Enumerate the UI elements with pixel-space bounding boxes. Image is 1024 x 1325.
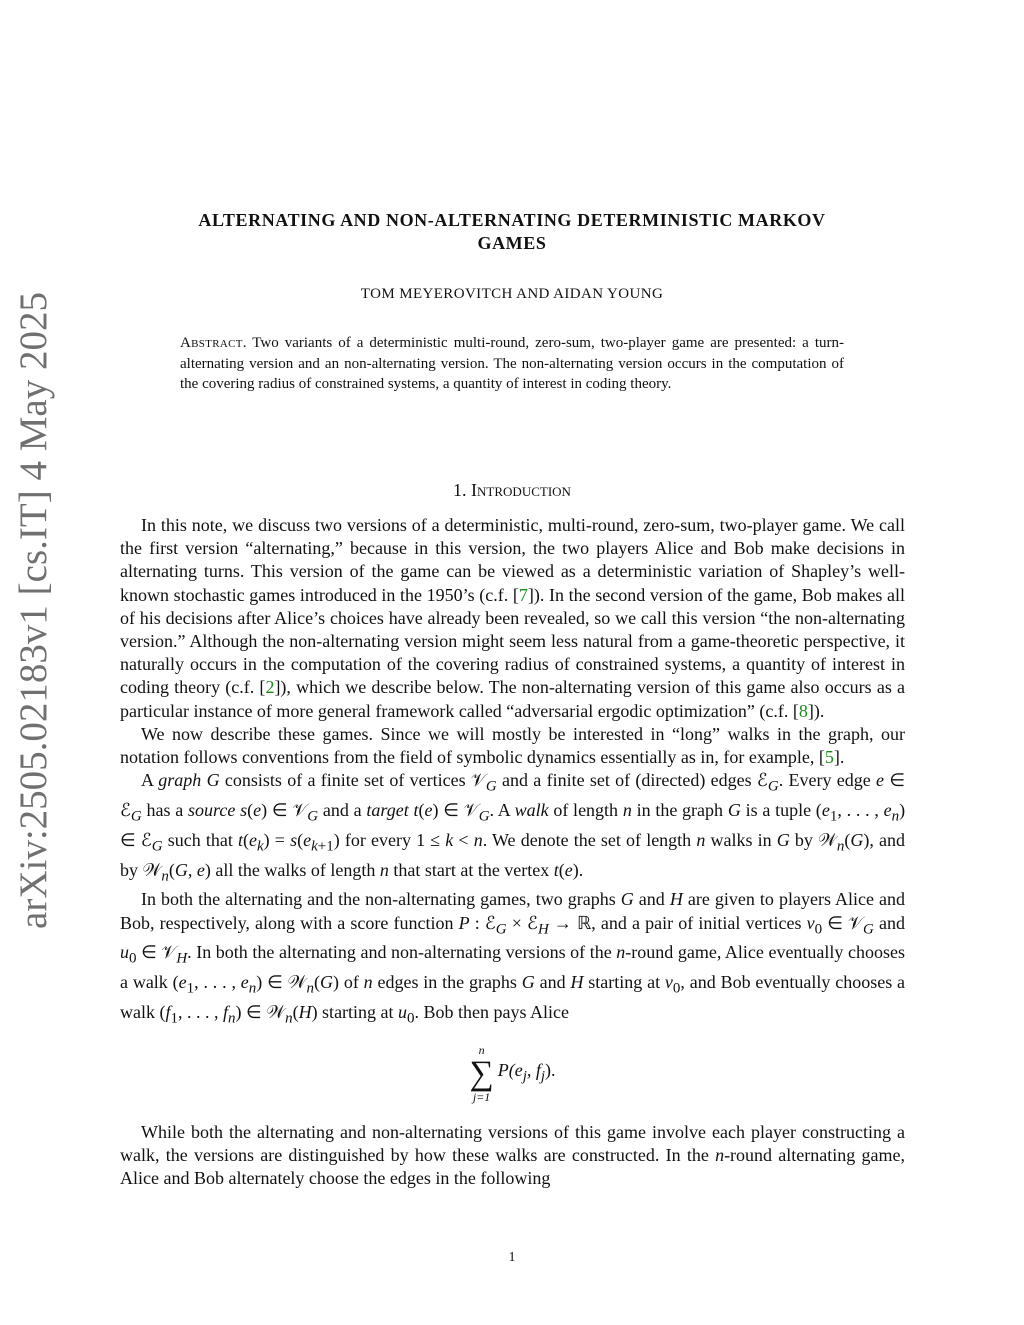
paragraph: While both the alternating and non-alternating versions of this game involve each player constructing a walk, the versions are distinguished by how these walks are constructed. In the n-round alternating game, Alice and Bob alternately choose the edges in the following — [120, 1121, 905, 1189]
arxiv-sidebar-stamp — [6, 291, 60, 929]
citation-link[interactable]: 8 — [798, 700, 808, 721]
paragraph: In both the alternating and the non-alternating games, two graphs G and H are given to players Alice and Bob, respectively, along with a score function P : ℰ$_G$ × ℰ$_H$ → ℝ, and a pair of initial vertices $v_0$ ∈ 𝒱$_G$ and $u_0$ ∈ 𝒱$_H$. In both the alternating and non-alternating versions of the n-round game, Alice eventually chooses a walk ($e_1$, . . . , $e_n$) ∈ 𝒲$_n$(G) of n edges in the graphs G and H starting at $v_0$, and Bob eventually chooses a walk ($f_1$, . . . , $f_n$) ∈ 𝒲$_n$(H) starting at $u_0$. Bob then pays Alice — [120, 889, 906, 1027]
citation-link[interactable]: 7 — [518, 584, 528, 605]
abstract-text: Two variants of a deterministic multi-round, zero-sum, two-player game are presented: a turn-alternating version and an non-alternating version. The non-alternating version occurs in the computation of the covering radius of constrained systems, a quantity of interest in coding theory. — [180, 335, 844, 392]
page-number: 1 — [508, 1250, 516, 1265]
abstract: Abstract. Two variants of a deterministic multi-round, zero-sum, two-player game are presented: a turn-alternating version and an non-alternating version. The non-alternating version occurs in the computation of the covering radius of constrained systems, a quantity of interest in coding theory. — [180, 335, 844, 392]
sum-expression: $P(e_j$, $f_j$). — [497, 1059, 556, 1085]
abstract-heading: Abstract — [180, 335, 243, 351]
section-heading — [100, 480, 924, 501]
paragraph: In this note, we discuss two versions of a deterministic, multi-round, zero-sum, two-player game. We call the first version “alternating,” because in this version, the two players Alice and Bob make decisions in alternating turns. This version of the game can be viewed as a deterministic variation of Shapley’s well-known stochastic games introduced in the 1950’s (c.f. [7]). In the second version of the game, Bob makes all of his decisions after Alice’s choices have already been revealed, so we call this version “the non-alternating version.” Although the non-alternating version might seem less natural from a game-theoretic perspective, it naturally occurs in the computation of the covering radius of constrained systems, a quantity of interest in coding theory (c.f. [2]), which we describe below. The non-alternating version of this game also occurs as a particular instance of more general framework called “adversarial ergodic optimization” (c.f. [8]). — [120, 515, 905, 721]
citation-link[interactable]: 2 — [265, 677, 275, 698]
paper-body — [120, 514, 905, 1190]
title-line-2: GAMES — [477, 233, 547, 253]
sum-upper-limit: n — [478, 1042, 485, 1057]
section-number: 1. — [453, 480, 467, 500]
paragraph: We now describe these games. Since we will mostly be interested in “long” walks in the graph, our notation follows conventions from the field of symbolic dynamics essentially as in, for example, [5]. — [120, 723, 905, 768]
citation-link[interactable]: 5 — [824, 747, 834, 768]
arxiv-identifier: arXiv:2505.02183v1 [cs.IT] 4 May 2025 — [11, 291, 55, 929]
summation — [469, 1044, 493, 1104]
section-title: Introduction — [471, 480, 571, 500]
paper-title — [100, 209, 924, 255]
sum-equation — [120, 1037, 905, 1111]
title-line-1: ALTERNATING AND NON-ALTERNATING DETERMINISTIC MARKOV — [198, 210, 826, 230]
paragraph: A graph G consists of a finite set of vertices 𝒱$_G$ and a finite set of (directed) edges ℰ$_G$. Every edge e ∈ ℰ$_G$ has a source s(e) ∈ 𝒱$_G$ and a target t(e) ∈ 𝒱$_G$. A walk of length n in the graph G is a tuple ($e_1$, . . . , $e_n$) ∈ ℰ$_G$ such that $t(e_k) = s(e_{k+1})$ for every 1 ≤ k < n. We denote the set of length n walks in G by 𝒲$_n$(G), and by 𝒲$_n$(G, e) all the walks of length n that start at the vertex t(e). — [120, 770, 906, 885]
paper-authors: TOM MEYEROVITCH AND AIDAN YOUNG — [360, 286, 664, 302]
sum-lower-limit: j=1 — [472, 1089, 491, 1104]
sigma-symbol: ∑ — [469, 1054, 494, 1092]
